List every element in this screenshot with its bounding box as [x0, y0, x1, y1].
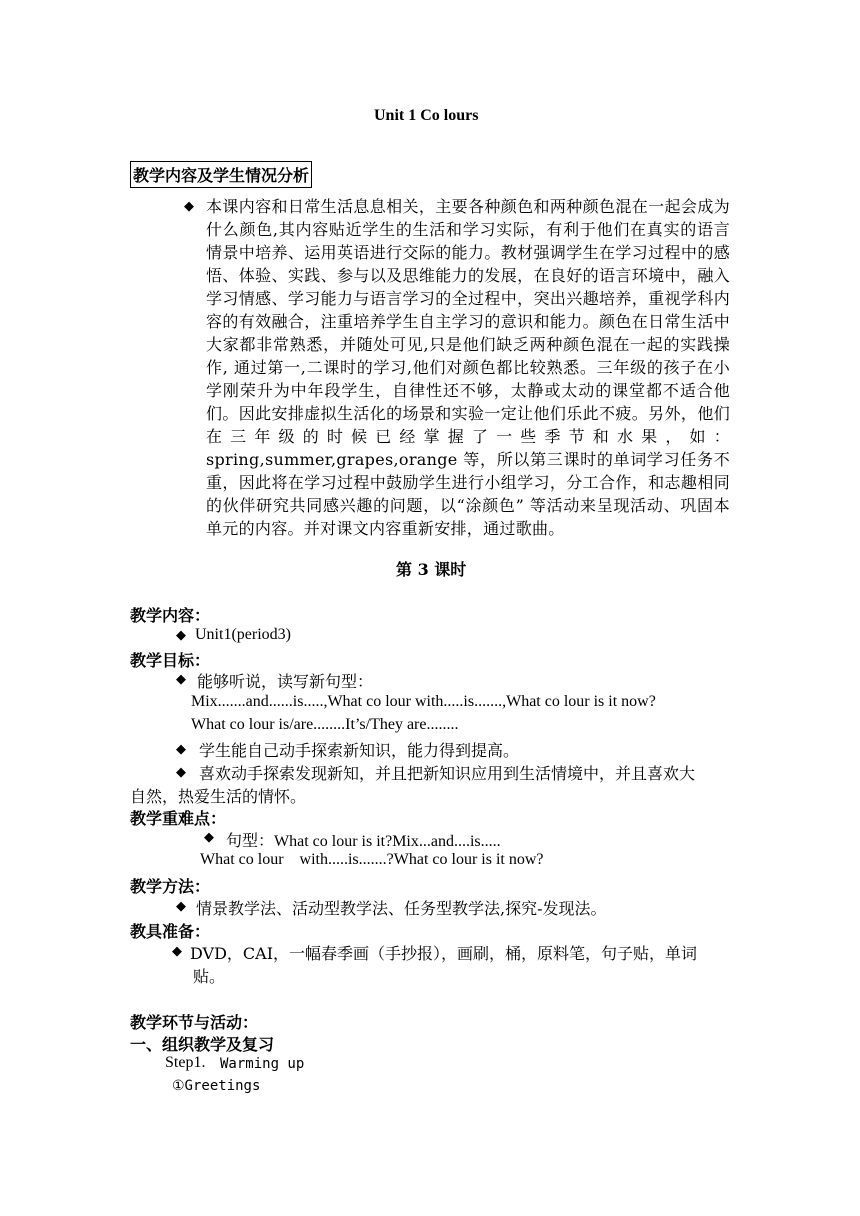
bullet-icon: ◆: [176, 628, 186, 643]
goal-1: 能够听说，读写新句型：: [197, 672, 374, 691]
keypoint-line-2: What co lour with.....is.......?What co lour is it now?: [200, 851, 544, 868]
goals-heading: 教学目标：: [130, 651, 211, 670]
step1-text: Warming up: [220, 1056, 305, 1072]
goal-2: 学生能自己动手探索新知识，能力得到提高。: [199, 741, 520, 760]
prep-line-2: 贴。: [193, 967, 226, 986]
goal-1-pattern-a: Mix.......and......is.....,What co lour with.....is.......,What co lour is it now?: [191, 693, 656, 710]
goal-3-line-1: 喜欢动手探索发现新知，并且把新知识应用到生活情境中，并且喜欢大: [199, 764, 696, 783]
bullet-icon: ◆: [176, 742, 186, 757]
methods-item: 情景教学法、活动型教学法、任务型教学法,探究-发现法。: [196, 899, 607, 918]
lesson-title: 第 3 课时: [396, 560, 467, 579]
bullet-icon: ◆: [176, 672, 186, 687]
bullet-icon: ◆: [204, 830, 214, 845]
methods-heading: 教学方法：: [130, 877, 211, 896]
section-box-heading: 教学内容及学生情况分析: [130, 161, 312, 188]
keypoint-line-1: 句型：What co lour is it?Mix...and....is.....: [226, 833, 501, 850]
part-one-heading: 一、组织教学及复习: [130, 1035, 275, 1054]
bullet-icon: ◆: [172, 944, 182, 959]
bullet-icon: ◆: [176, 899, 186, 914]
goal-1-pattern-b: What co lour is/are........It’s/They are........: [191, 716, 459, 733]
content-item: Unit1(period3): [195, 626, 291, 643]
keypoints-heading: 教学重难点：: [130, 809, 227, 828]
bullet-icon: ◆: [176, 765, 186, 780]
greetings-item: ①Greetings: [172, 1078, 261, 1094]
content-heading: 教学内容：: [130, 606, 211, 625]
step1-label: Step1.: [165, 1054, 206, 1071]
bullet-icon: ◆: [184, 199, 194, 214]
prep-heading: 教具准备：: [130, 922, 211, 941]
analysis-paragraph: 本课内容和日常生活息息相关，主要各种颜色和两种颜色混在一起会成为什么颜色,其内容贴近学生的生活和学习实际，有利于他们在真实的语言情景中培养、运用英语进行交际的能力。教材强调学生在学习过程中的感悟、体验、实践、参与以及思维能力的发展，在良好的语言环境中，融入学习情感、学习能力与语言学习的全过程中，突出兴趣培养，重视学科内容的有效融合，注重培养学生自主学习的意识和能力。颜色在日常生活中大家都非常熟悉，并随处可见,只是他们缺乏两种颜色混在一起的实践操作, 通过第一,二课时的学习,他们对颜色都比较熟悉。三年级的孩子在小学刚荣升为中年段学生，自律性还不够，太静或太动的课堂都不适合他们。因此安排虚拟生活化的场景和实验一定让他们乐此不疲。另外，他们在三年级的时候已经掌握了一些季节和水果，如：spring,summer,grapes,orange 等，所以第三课时的单词学习任务不重，因此将在学习过程中鼓励学生进行小组学习，分工合作，和志趣相同的伙伴研究共同感兴趣的问题，以“涂颜色” 等活动来呈现活动、巩固本单元的内容。并对课文内容重新安排，通过歌曲。: [206, 197, 730, 538]
goal-3-line-2: 自然，热爱生活的情怀。: [130, 787, 307, 806]
prep-line-1: DVD，CAI，一幅春季画（手抄报），画刷，桶，原料笔，句子贴，单词: [190, 944, 698, 963]
document-title: Unit 1 Co lours: [374, 107, 479, 124]
activities-heading: 教学环节与活动：: [130, 1013, 259, 1032]
